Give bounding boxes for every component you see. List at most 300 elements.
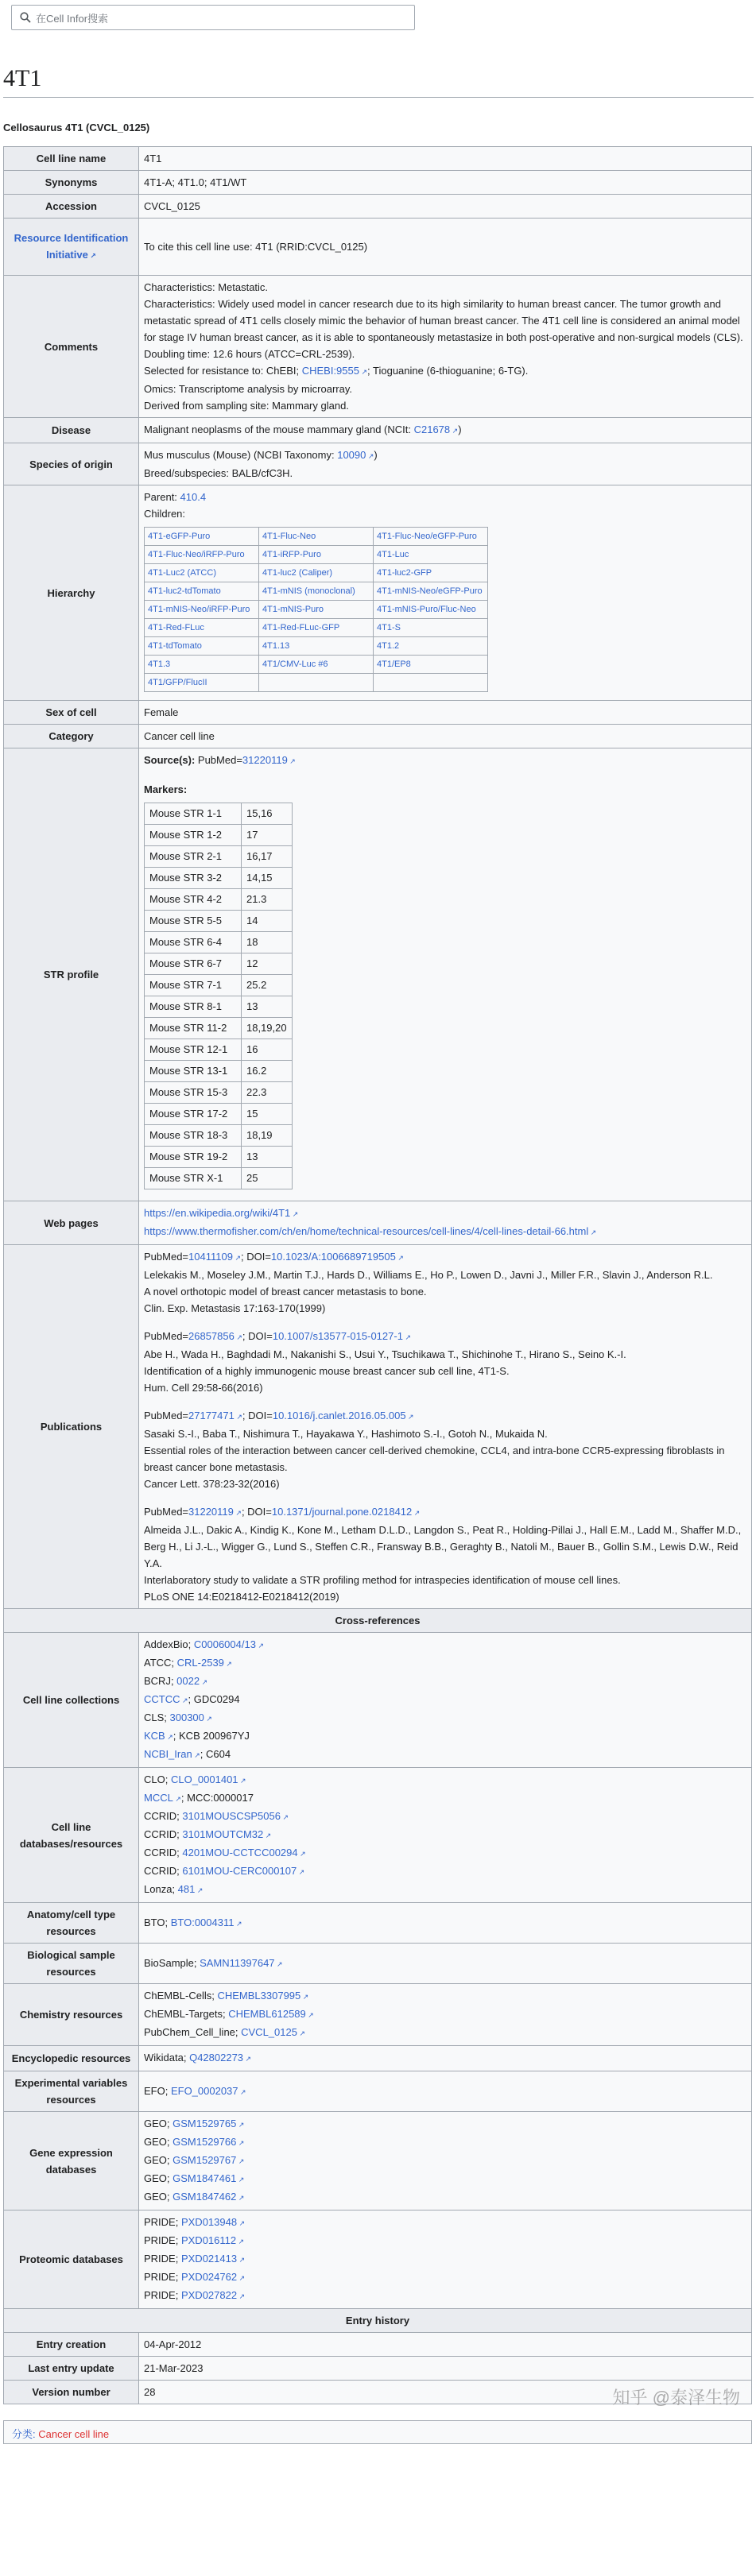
str-marker-row <box>145 846 293 868</box>
category-link[interactable]: Cancer cell line <box>38 2428 110 2440</box>
row-comments <box>4 276 752 418</box>
xref-prefix: BCRJ; <box>144 1675 177 1687</box>
child-cell-link[interactable]: 4T1-mNIS-Puro <box>262 605 324 614</box>
str-marker-name: Mouse STR 12-1 <box>145 1039 242 1061</box>
xref-prefix: CCRID; <box>144 1847 183 1859</box>
children-cell <box>374 528 488 546</box>
child-cell-link[interactable]: 4T1-mNIS-Puro/Fluc-Neo <box>377 605 476 614</box>
markers-label <box>144 781 746 798</box>
xref-suffix: ; GDC0294 <box>188 1693 240 1705</box>
xref-prefix: Wikidata; <box>144 2052 190 2064</box>
pub-ids <box>144 1503 746 1522</box>
xref-link[interactable]: KCB ↗ <box>144 1730 173 1742</box>
str-marker-row <box>145 1082 293 1104</box>
xref-prefix: GEO; <box>144 2154 173 2166</box>
str-marker-name: Mouse STR 1-1 <box>145 803 242 825</box>
child-cell-link[interactable]: 4T1/EP8 <box>377 659 411 669</box>
value: Cancer cell line <box>139 725 752 748</box>
row-web-pages <box>4 1201 752 1245</box>
xref-suffix: ; MCC:0000017 <box>180 1792 254 1804</box>
xref-link[interactable]: 481 ↗ <box>178 1883 204 1895</box>
children-table <box>144 527 488 692</box>
children-cell <box>259 619 374 637</box>
str-marker-name: Mouse STR 6-4 <box>145 932 242 953</box>
value: CVCL_0125 <box>139 195 752 219</box>
label: Version number <box>4 2381 139 2404</box>
xref-link[interactable]: CCTCC ↗ <box>144 1693 188 1705</box>
xref-line <box>144 1862 746 1881</box>
row-rrid <box>4 219 752 276</box>
str-marker-row <box>145 1039 293 1061</box>
pub-pm-prefix: PubMed= <box>144 1410 189 1421</box>
children-cell <box>374 619 488 637</box>
xref-prefix: BTO; <box>144 1916 171 1928</box>
xref-link[interactable]: 6101MOU-CERC000107 ↗ <box>182 1865 304 1877</box>
row-disease <box>4 418 752 443</box>
xref-line <box>144 2083 746 2101</box>
value: Female <box>139 701 752 725</box>
xref-link[interactable]: PXD016112 ↗ <box>181 2234 244 2246</box>
xref-suffix: ; C604 <box>200 1748 231 1760</box>
label: Experimental variables resources <box>4 2071 139 2112</box>
child-cell-link[interactable]: 4T1-Red-FLuc-GFP <box>262 623 340 632</box>
str-marker-row <box>145 932 293 953</box>
xref-prefix: PRIDE; <box>144 2253 181 2265</box>
children-row <box>145 601 488 619</box>
str-marker-value: 25 <box>242 1168 293 1189</box>
xref-prefix: BioSample; <box>144 1956 200 1969</box>
child-cell-link[interactable]: 4T1-eGFP-Puro <box>148 532 211 541</box>
markers-label-text: Markers: <box>144 783 188 795</box>
child-cell-link[interactable]: 4T1-S <box>377 623 401 632</box>
doi-link[interactable]: 10.1007/s13577-015-0127-1 ↗ <box>273 1330 411 1342</box>
child-cell-link[interactable]: 4T1.3 <box>148 659 171 669</box>
xref-link[interactable]: CHEMBL612589 ↗ <box>228 2008 314 2020</box>
xref-link[interactable]: PXD013948 ↗ <box>181 2216 245 2228</box>
value <box>139 443 752 485</box>
xref-prefix: CCRID; <box>144 1810 183 1822</box>
str-marker-row <box>145 953 293 975</box>
xref-prefix: PRIDE; <box>144 2289 181 2301</box>
comment-text: Selected for resistance to: ChEBI; <box>144 365 302 377</box>
str-marker-value: 15,16 <box>242 803 293 825</box>
str-marker-row <box>145 1168 293 1189</box>
row-synonyms <box>4 171 752 195</box>
ncit-link[interactable]: C21678 ↗ <box>414 424 459 435</box>
pub-ids <box>144 1328 746 1346</box>
label: Cell line collections <box>4 1633 139 1768</box>
children-row <box>145 546 488 564</box>
pub-authors: Sasaki S.-I., Baba T., Nishimura T., Hayakawa Y., Hashimoto S.-I., Gotoh N., Mukaida N. <box>144 1428 548 1440</box>
row-databases <box>4 1768 752 1903</box>
xref-prefix: PRIDE; <box>144 2271 181 2283</box>
label: Chemistry resources <box>4 1984 139 2046</box>
pub-title: Interlaboratory study to validate a STR profiling method for intraspecies identification of mouse cell lines. <box>144 1574 621 1586</box>
spacer <box>144 1396 746 1407</box>
comment-line: Omics: Transcriptome analysis by microarray. <box>144 383 352 395</box>
breed-line: Breed/subspecies: BALB/cfC3H. <box>144 467 293 479</box>
row-species <box>4 443 752 485</box>
str-marker-value: 13 <box>242 996 293 1018</box>
children-cell <box>145 546 259 564</box>
xref-line <box>144 1746 746 1764</box>
xref-line <box>144 1914 746 1932</box>
child-cell-link[interactable]: 4T1.2 <box>377 641 400 651</box>
xref-link[interactable]: CRL-2539 ↗ <box>177 1657 232 1669</box>
child-cell-link[interactable]: 4T1-mNIS-Neo/iRFP-Puro <box>148 605 250 614</box>
xref-link[interactable]: PXD027822 ↗ <box>181 2289 245 2301</box>
value: 21-Mar-2023 <box>139 2357 752 2381</box>
disease-tail: ) <box>458 424 462 435</box>
child-cell-link[interactable]: 4T1-Luc2 (ATCC) <box>148 568 216 578</box>
children-cell <box>374 637 488 656</box>
pub-title: Identification of a highly immunogenic mouse breast cancer sub cell line, 4T1-S. <box>144 1365 510 1377</box>
str-marker-name: Mouse STR 2-1 <box>145 846 242 868</box>
children-cell <box>374 601 488 619</box>
xref-link[interactable]: PXD024762 ↗ <box>181 2271 245 2283</box>
xref-link[interactable]: 300300 ↗ <box>170 1712 212 1723</box>
child-cell-link[interactable]: 4T1.13 <box>262 641 290 651</box>
child-cell-link[interactable]: 4T1-mNIS (monoclonal) <box>262 586 355 596</box>
str-marker-name: Mouse STR 19-2 <box>145 1147 242 1168</box>
section-header: Cross-references <box>4 1609 752 1633</box>
value <box>139 2112 752 2210</box>
row-experimental-variables <box>4 2071 752 2112</box>
children-cell <box>145 528 259 546</box>
xref-line <box>144 2269 746 2287</box>
value <box>139 2210 752 2309</box>
str-marker-name: Mouse STR 8-1 <box>145 996 242 1018</box>
pubmed-link[interactable]: 10411109 ↗ <box>188 1251 241 1263</box>
str-marker-row <box>145 1018 293 1039</box>
child-cell-link[interactable]: 4T1-Fluc-Neo/eGFP-Puro <box>377 532 477 541</box>
row-publications <box>4 1245 752 1609</box>
str-marker-name: Mouse STR 6-7 <box>145 953 242 975</box>
row-gene-expression <box>4 2112 752 2210</box>
xref-prefix: GEO; <box>144 2136 173 2148</box>
parent-label: Parent: <box>144 491 180 503</box>
xref-link[interactable]: GSM1529765 ↗ <box>173 2118 244 2129</box>
pub-journal: PLoS ONE 14:E0218412-E0218412(2019) <box>144 1591 339 1603</box>
comment-line <box>144 362 746 381</box>
label: Species of origin <box>4 443 139 485</box>
str-marker-row <box>145 868 293 889</box>
str-marker-name: Mouse STR 17-2 <box>145 1104 242 1125</box>
children-cell <box>374 674 488 692</box>
spacer <box>144 1492 746 1503</box>
xref-prefix: ATCC; <box>144 1657 177 1669</box>
section-entry-history <box>4 2309 752 2333</box>
xref-prefix: CCRID; <box>144 1865 183 1877</box>
web-link[interactable]: https://en.wikipedia.org/wiki/4T1 ↗ <box>144 1205 746 1223</box>
value <box>139 1633 752 1768</box>
row-cell-line-name <box>4 147 752 171</box>
value <box>139 1903 752 1944</box>
value <box>139 485 752 701</box>
row-proteomic <box>4 2210 752 2309</box>
comment-line: Derived from sampling site: Mammary gland. <box>144 400 349 412</box>
str-marker-row <box>145 1104 293 1125</box>
xref-link[interactable]: BTO:0004311 ↗ <box>171 1917 242 1928</box>
xref-link[interactable]: Q42802273 ↗ <box>189 2052 251 2064</box>
children-cell <box>259 528 374 546</box>
xref-prefix: GEO; <box>144 2191 173 2203</box>
value <box>139 1768 752 1903</box>
xref-link[interactable]: CLO_0001401 ↗ <box>171 1773 246 1785</box>
children-cell <box>145 619 259 637</box>
pub-doi-prefix: ; DOI= <box>242 1330 273 1342</box>
spacer <box>144 770 746 781</box>
children-row <box>145 674 488 692</box>
children-cell <box>259 637 374 656</box>
child-cell-link[interactable]: 4T1-Fluc-Neo <box>262 532 316 541</box>
label <box>4 219 139 276</box>
label: STR profile <box>4 748 139 1201</box>
categories-link[interactable]: 分类: <box>12 2428 36 2440</box>
section-header: Entry history <box>4 2309 752 2333</box>
label: Biological sample resources <box>4 1944 139 1984</box>
value <box>139 1984 752 2046</box>
label: Hierarchy <box>4 485 139 701</box>
xref-link[interactable]: GSM1847462 ↗ <box>173 2191 244 2203</box>
str-marker-value: 16.2 <box>242 1061 293 1082</box>
label: Entry creation <box>4 2333 139 2357</box>
value <box>139 276 752 418</box>
xref-link[interactable]: GSM1529767 ↗ <box>173 2154 244 2166</box>
children-cell <box>259 656 374 674</box>
xref-prefix: Lonza; <box>144 1883 178 1895</box>
children-cell <box>259 564 374 582</box>
label: Proteomic databases <box>4 2210 139 2309</box>
str-marker-value: 21.3 <box>242 889 293 911</box>
children-cell <box>259 601 374 619</box>
taxonomy-link[interactable]: 10090 ↗ <box>337 449 374 461</box>
xref-line <box>144 2214 746 2232</box>
pub-journal: Cancer Lett. 378:23-32(2016) <box>144 1478 280 1490</box>
pub-authors: Lelekakis M., Moseley J.M., Martin T.J., Hards D., Williams E., Ho P., Lowen D., Javni J., Miller F.R., Slavin J., Anderson R.L. <box>144 1269 713 1281</box>
xref-line <box>144 1789 746 1808</box>
chebi-link[interactable]: CHEBI:9555 ↗ <box>302 365 367 377</box>
xref-line <box>144 1709 746 1727</box>
str-marker-name: Mouse STR 13-1 <box>145 1061 242 1082</box>
label: Gene expression databases <box>4 2112 139 2210</box>
pubmed-link[interactable]: 26857856 ↗ <box>188 1330 242 1342</box>
xref-line <box>144 1881 746 1899</box>
doi-link[interactable]: 10.1371/journal.pone.0218412 ↗ <box>272 1506 420 1518</box>
xref-link[interactable]: 0022 ↗ <box>176 1675 207 1687</box>
str-marker-row <box>145 889 293 911</box>
search-input[interactable]: 在Cell Infor搜索 <box>36 12 109 25</box>
row-entry-creation <box>4 2333 752 2357</box>
child-cell-link[interactable]: 4T1-iRFP-Puro <box>262 550 321 559</box>
child-cell-link[interactable]: 4T1/GFP/FlucII <box>148 678 207 687</box>
row-anatomy <box>4 1903 752 1944</box>
str-marker-value: 18,19 <box>242 1125 293 1147</box>
xref-link[interactable]: MCCL ↗ <box>144 1792 181 1804</box>
web-link[interactable]: https://www.thermofisher.com/ch/en/home/technical-resources/cell-lines/4/cell-lines-detail-66.html ↗ <box>144 1223 746 1241</box>
doi-link[interactable]: 10.1016/j.canlet.2016.05.005 ↗ <box>273 1410 414 1421</box>
xref-line <box>144 2152 746 2170</box>
child-cell-link[interactable]: 4T1-mNIS-Neo/eGFP-Puro <box>377 586 483 596</box>
row-str-profile <box>4 748 752 1201</box>
xref-prefix: PRIDE; <box>144 2216 181 2228</box>
row-sex <box>4 701 752 725</box>
xref-link[interactable]: NCBI_Iran ↗ <box>144 1748 200 1760</box>
child-cell-link[interactable]: 4T1-luc2-tdTomato <box>148 586 221 596</box>
child-cell-link[interactable]: 4T1-Red-FLuc <box>148 623 204 632</box>
children-cell <box>145 637 259 656</box>
xref-line <box>144 2115 746 2133</box>
xref-link[interactable]: C0006004/13 ↗ <box>194 1638 264 1650</box>
pub-ids <box>144 1248 746 1267</box>
xref-line <box>144 1771 746 1789</box>
xref-prefix: CLO; <box>144 1773 171 1785</box>
label: Cell line databases/resources <box>4 1768 139 1903</box>
str-marker-value: 12 <box>242 953 293 975</box>
label: Encyclopedic resources <box>4 2046 139 2071</box>
pub-journal: Hum. Cell 29:58-66(2016) <box>144 1382 263 1394</box>
xref-link[interactable]: PXD021413 ↗ <box>181 2253 245 2265</box>
xref-line <box>144 1727 746 1746</box>
xref-link[interactable]: CHEMBL3307995 ↗ <box>217 1990 308 2002</box>
xref-line <box>144 2250 746 2269</box>
row-chemistry <box>4 1984 752 2046</box>
pubmed-link[interactable]: 27177471 ↗ <box>188 1410 242 1421</box>
children-cell <box>145 674 259 692</box>
watermark: 知乎 @泰泽生物 <box>612 2388 740 2408</box>
cell-line-infobox <box>3 146 752 2404</box>
xref-link[interactable]: 3101MOUSCSP5056 ↗ <box>182 1810 289 1822</box>
str-marker-name: Mouse STR 4-2 <box>145 889 242 911</box>
xref-link[interactable]: CVCL_0125 ↗ <box>241 2026 305 2038</box>
label: Web pages <box>4 1201 139 1245</box>
child-cell-link[interactable]: 4T1/CMV-Luc #6 <box>262 659 328 669</box>
str-marker-name: Mouse STR 3-2 <box>145 868 242 889</box>
children-cell <box>145 656 259 674</box>
value <box>139 1944 752 1984</box>
pub-journal: Clin. Exp. Metastasis 17:163-170(1999) <box>144 1302 326 1314</box>
value: 4T1 <box>139 147 752 171</box>
species-text: Mus musculus (Mouse) (NCBI Taxonomy: <box>144 449 338 461</box>
child-cell-link[interactable]: 4T1-Fluc-Neo/iRFP-Puro <box>148 550 245 559</box>
search-icon <box>20 12 31 23</box>
label: Disease <box>4 418 139 443</box>
pub-authors: Abe H., Wada H., Baghdadi M., Nakanishi S., Usui Y., Tsuchikawa T., Shichinohe T., Hirano S., Seino K.-I. <box>144 1348 626 1360</box>
label: Cell line name <box>4 147 139 171</box>
label: Publications <box>4 1245 139 1609</box>
pub-title: Essential roles of the interaction between cancer cell-derived chemokine, CCL4, and intra-bone CCR5-expressing fibroblasts in breast cancer bone metastasis. <box>144 1445 725 1473</box>
str-marker-value: 13 <box>242 1147 293 1168</box>
comment-text: ; Tioguanine (6-thioguanine; 6-TG). <box>367 365 529 377</box>
xref-link[interactable]: 4201MOU-CCTCC00294 ↗ <box>182 1847 305 1859</box>
xref-line <box>144 1673 746 1691</box>
pubmed-link[interactable]: 31220119 ↗ <box>242 754 296 766</box>
label: Comments <box>4 276 139 418</box>
page-subtitle: Cellosaurus 4T1 (CVCL_0125) <box>3 122 150 133</box>
children-cell <box>259 582 374 601</box>
children-row <box>145 619 488 637</box>
str-marker-value: 16 <box>242 1039 293 1061</box>
pub-authors: Almeida J.L., Dakic A., Kindig K., Kone M., Letham D.L.D., Langdon S., Peat R., Holding-Pillai J., Hall E.M., Ladd M., Shaffer M.D., Berg H., Li J.-L., Wigger G., Lund S., Steffen C.R., Fransway B.B., Geraghty B., Natoli M., Bauer B., Gollin S.M., Lewis D.W., Reid Y.A. <box>144 1524 742 1569</box>
row-last-update <box>4 2357 752 2381</box>
source-text: PubMed= <box>195 754 242 766</box>
xref-line <box>144 2024 746 2042</box>
child-cell-link[interactable]: 4T1-luc2 (Caliper) <box>262 568 333 578</box>
xref-prefix: ChEMBL-Targets; <box>144 2008 229 2020</box>
row-encyclopedic <box>4 2046 752 2071</box>
str-markers-table <box>144 803 293 1189</box>
str-marker-row <box>145 975 293 996</box>
search-box[interactable] <box>11 5 415 30</box>
xref-prefix: PubChem_Cell_line; <box>144 2026 242 2038</box>
child-cell-link[interactable]: 4T1-luc2-GFP <box>377 568 432 578</box>
parent-link[interactable]: 410.4 <box>180 491 207 503</box>
label: Last entry update <box>4 2357 139 2381</box>
pub-doi-prefix: ; DOI= <box>242 1410 273 1421</box>
xref-link[interactable]: EFO_0002037 ↗ <box>171 2085 246 2097</box>
label: Category <box>4 725 139 748</box>
value <box>139 1201 752 1245</box>
xref-prefix: PRIDE; <box>144 2234 181 2246</box>
xref-prefix: EFO; <box>144 2084 171 2097</box>
str-marker-value: 22.3 <box>242 1082 293 1104</box>
xref-line <box>144 2287 746 2305</box>
xref-link[interactable]: GSM1529766 ↗ <box>173 2136 244 2148</box>
str-marker-name: Mouse STR 5-5 <box>145 911 242 932</box>
pub-pm-prefix: PubMed= <box>144 1506 189 1518</box>
xref-line <box>144 1654 746 1673</box>
row-collections <box>4 1633 752 1768</box>
xref-prefix: CCRID; <box>144 1828 183 1840</box>
xref-suffix: ; KCB 200967YJ <box>173 1730 250 1742</box>
value <box>139 2046 752 2071</box>
str-marker-row <box>145 1061 293 1082</box>
row-hierarchy <box>4 485 752 701</box>
children-row <box>145 528 488 546</box>
str-marker-value: 18 <box>242 932 293 953</box>
children-cell <box>374 546 488 564</box>
pub-doi-prefix: ; DOI= <box>241 1506 272 1518</box>
xref-line <box>144 1691 746 1709</box>
child-cell-link[interactable]: 4T1-tdTomato <box>148 641 202 651</box>
children-row <box>145 637 488 656</box>
row-category <box>4 725 752 748</box>
children-cell <box>145 601 259 619</box>
xref-line <box>144 1955 746 1973</box>
xref-link[interactable]: 3101MOUTCM32 ↗ <box>182 1828 271 1840</box>
xref-prefix: GEO; <box>144 2172 173 2184</box>
rrid-link[interactable]: Resource Identification Initiative ↗ <box>14 232 129 261</box>
xref-link[interactable]: SAMN11397647 ↗ <box>200 1957 282 1969</box>
pubmed-link[interactable]: 31220119 ↗ <box>188 1506 242 1518</box>
pub-title: A novel orthotopic model of breast cancer metastasis to bone. <box>144 1286 427 1298</box>
xref-link[interactable]: GSM1847461 ↗ <box>173 2172 244 2184</box>
pub-pm-prefix: PubMed= <box>144 1251 189 1263</box>
children-label: Children: <box>144 508 186 520</box>
xref-line <box>144 2232 746 2250</box>
str-marker-name: Mouse STR 11-2 <box>145 1018 242 1039</box>
value <box>139 418 752 443</box>
xref-line <box>144 1808 746 1826</box>
disease-text: Malignant neoplasms of the mouse mammary gland (NCIt: <box>144 424 414 435</box>
xref-prefix: AddexBio; <box>144 1638 194 1650</box>
doi-link[interactable]: 10.1023/A:1006689719505 ↗ <box>271 1251 404 1263</box>
str-marker-name: Mouse STR 18-3 <box>145 1125 242 1147</box>
str-marker-name: Mouse STR 1-2 <box>145 825 242 846</box>
species-line <box>144 447 746 465</box>
child-cell-link[interactable]: 4T1-Luc <box>377 550 409 559</box>
spacer <box>144 1317 746 1328</box>
